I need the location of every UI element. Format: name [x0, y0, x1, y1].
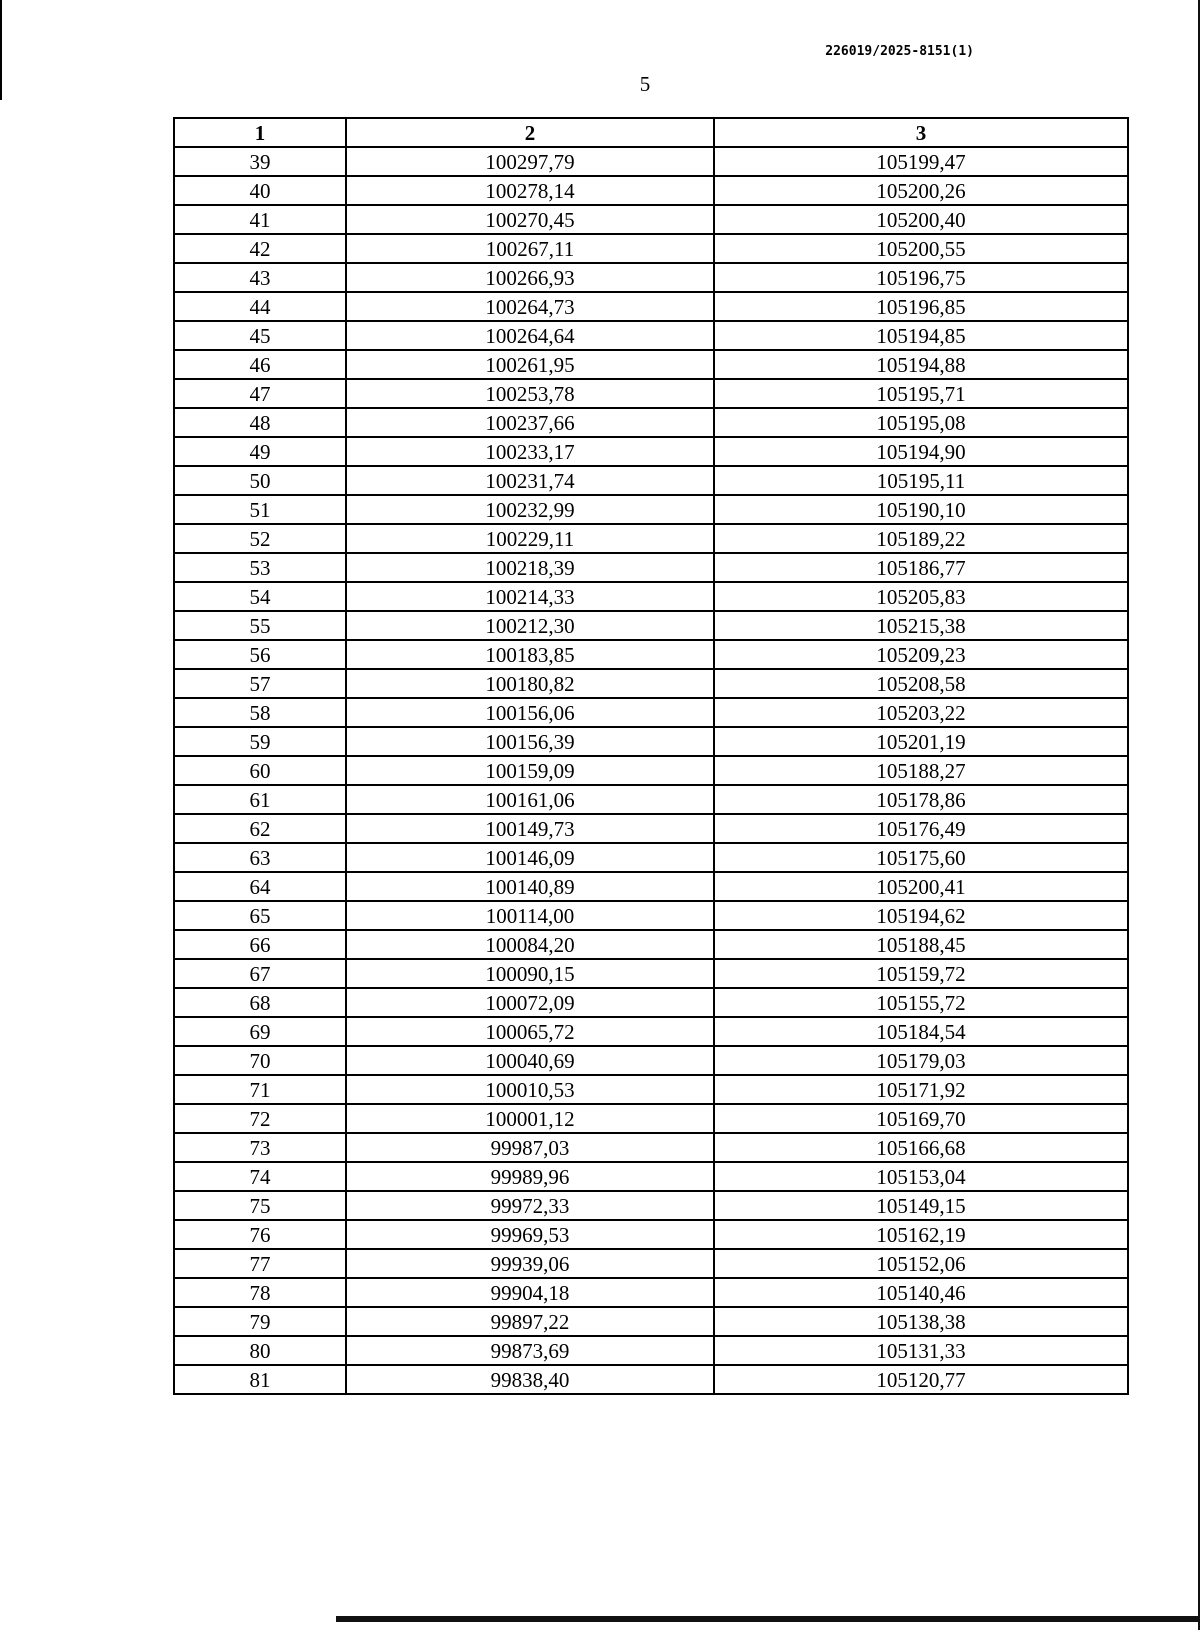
table-row	[174, 553, 1128, 582]
point-number-cell: 43	[174, 263, 346, 292]
x-coordinate-cell: 99897,22	[346, 1307, 714, 1336]
point-number-cell: 80	[174, 1336, 346, 1365]
x-coordinate-cell: 99838,40	[346, 1365, 714, 1394]
coordinates-table	[173, 117, 1129, 1395]
x-coordinate-cell: 100001,12	[346, 1104, 714, 1133]
table-row	[174, 582, 1128, 611]
point-number-cell: 66	[174, 930, 346, 959]
y-coordinate-cell: 105196,85	[714, 292, 1128, 321]
x-coordinate-cell: 100149,73	[346, 814, 714, 843]
x-coordinate-cell: 100183,85	[346, 640, 714, 669]
table-row	[174, 1307, 1128, 1336]
x-coordinate-cell: 100264,64	[346, 321, 714, 350]
y-coordinate-cell: 105171,92	[714, 1075, 1128, 1104]
point-number-cell: 39	[174, 147, 346, 176]
x-coordinate-cell: 99873,69	[346, 1336, 714, 1365]
point-number-cell: 59	[174, 727, 346, 756]
point-number-cell: 63	[174, 843, 346, 872]
point-number-cell: 46	[174, 350, 346, 379]
table-row	[174, 1046, 1128, 1075]
table-row	[174, 524, 1128, 553]
y-coordinate-cell: 105179,03	[714, 1046, 1128, 1075]
y-coordinate-cell: 105149,15	[714, 1191, 1128, 1220]
table-row	[174, 292, 1128, 321]
header-cell-point: 1	[174, 118, 346, 147]
point-number-cell: 47	[174, 379, 346, 408]
table-row	[174, 756, 1128, 785]
y-coordinate-cell: 105138,38	[714, 1307, 1128, 1336]
point-number-cell: 70	[174, 1046, 346, 1075]
y-coordinate-cell: 105175,60	[714, 843, 1128, 872]
point-number-cell: 72	[174, 1104, 346, 1133]
table-row	[174, 1104, 1128, 1133]
point-number-cell: 68	[174, 988, 346, 1017]
table-row	[174, 1249, 1128, 1278]
x-coordinate-cell: 100232,99	[346, 495, 714, 524]
table-row	[174, 437, 1128, 466]
x-coordinate-cell: 100253,78	[346, 379, 714, 408]
x-coordinate-cell: 100065,72	[346, 1017, 714, 1046]
point-number-cell: 42	[174, 234, 346, 263]
table-row	[174, 350, 1128, 379]
point-number-cell: 75	[174, 1191, 346, 1220]
y-coordinate-cell: 105140,46	[714, 1278, 1128, 1307]
table-row	[174, 785, 1128, 814]
y-coordinate-cell: 105159,72	[714, 959, 1128, 988]
table-row	[174, 901, 1128, 930]
y-coordinate-cell: 105208,58	[714, 669, 1128, 698]
point-number-cell: 49	[174, 437, 346, 466]
y-coordinate-cell: 105169,70	[714, 1104, 1128, 1133]
table-row	[174, 1278, 1128, 1307]
x-coordinate-cell: 99969,53	[346, 1220, 714, 1249]
point-number-cell: 60	[174, 756, 346, 785]
point-number-cell: 81	[174, 1365, 346, 1394]
point-number-cell: 57	[174, 669, 346, 698]
x-coordinate-cell: 100114,00	[346, 901, 714, 930]
point-number-cell: 51	[174, 495, 346, 524]
y-coordinate-cell: 105200,55	[714, 234, 1128, 263]
table-body	[174, 147, 1128, 1394]
y-coordinate-cell: 105200,41	[714, 872, 1128, 901]
point-number-cell: 61	[174, 785, 346, 814]
point-number-cell: 76	[174, 1220, 346, 1249]
y-coordinate-cell: 105184,54	[714, 1017, 1128, 1046]
x-coordinate-cell: 99989,96	[346, 1162, 714, 1191]
table-row	[174, 1162, 1128, 1191]
y-coordinate-cell: 105194,90	[714, 437, 1128, 466]
table-row	[174, 495, 1128, 524]
y-coordinate-cell: 105188,45	[714, 930, 1128, 959]
table-row	[174, 321, 1128, 350]
x-coordinate-cell: 100084,20	[346, 930, 714, 959]
y-coordinate-cell: 105120,77	[714, 1365, 1128, 1394]
table-row	[174, 1075, 1128, 1104]
y-coordinate-cell: 105131,33	[714, 1336, 1128, 1365]
point-number-cell: 65	[174, 901, 346, 930]
y-coordinate-cell: 105152,06	[714, 1249, 1128, 1278]
table-row	[174, 176, 1128, 205]
x-coordinate-cell: 100231,74	[346, 466, 714, 495]
y-coordinate-cell: 105195,71	[714, 379, 1128, 408]
x-coordinate-cell: 100072,09	[346, 988, 714, 1017]
x-coordinate-cell: 100212,30	[346, 611, 714, 640]
point-number-cell: 56	[174, 640, 346, 669]
y-coordinate-cell: 105178,86	[714, 785, 1128, 814]
y-coordinate-cell: 105205,83	[714, 582, 1128, 611]
y-coordinate-cell: 105199,47	[714, 147, 1128, 176]
point-number-cell: 52	[174, 524, 346, 553]
point-number-cell: 58	[174, 698, 346, 727]
x-coordinate-cell: 100229,11	[346, 524, 714, 553]
x-coordinate-cell: 100156,39	[346, 727, 714, 756]
table-row	[174, 234, 1128, 263]
y-coordinate-cell: 105209,23	[714, 640, 1128, 669]
page-number: 5	[639, 72, 651, 96]
point-number-cell: 64	[174, 872, 346, 901]
point-number-cell: 54	[174, 582, 346, 611]
x-coordinate-cell: 100266,93	[346, 263, 714, 292]
scan-bottom-bar	[336, 1616, 1200, 1622]
point-number-cell: 40	[174, 176, 346, 205]
x-coordinate-cell: 100090,15	[346, 959, 714, 988]
table-row	[174, 408, 1128, 437]
y-coordinate-cell: 105203,22	[714, 698, 1128, 727]
table-header-row	[174, 118, 1128, 147]
point-number-cell: 69	[174, 1017, 346, 1046]
x-coordinate-cell: 100237,66	[346, 408, 714, 437]
table-row	[174, 263, 1128, 292]
x-coordinate-cell: 100161,06	[346, 785, 714, 814]
x-coordinate-cell: 99987,03	[346, 1133, 714, 1162]
point-number-cell: 50	[174, 466, 346, 495]
y-coordinate-cell: 105189,22	[714, 524, 1128, 553]
x-coordinate-cell: 99904,18	[346, 1278, 714, 1307]
table-row	[174, 843, 1128, 872]
y-coordinate-cell: 105196,75	[714, 263, 1128, 292]
x-coordinate-cell: 99939,06	[346, 1249, 714, 1278]
point-number-cell: 53	[174, 553, 346, 582]
point-number-cell: 55	[174, 611, 346, 640]
table-row	[174, 205, 1128, 234]
table-row	[174, 147, 1128, 176]
y-coordinate-cell: 105200,26	[714, 176, 1128, 205]
x-coordinate-cell: 100159,09	[346, 756, 714, 785]
y-coordinate-cell: 105166,68	[714, 1133, 1128, 1162]
table-row	[174, 669, 1128, 698]
x-coordinate-cell: 100278,14	[346, 176, 714, 205]
point-number-cell: 48	[174, 408, 346, 437]
point-number-cell: 77	[174, 1249, 346, 1278]
table-row	[174, 1191, 1128, 1220]
table-row	[174, 872, 1128, 901]
point-number-cell: 73	[174, 1133, 346, 1162]
x-coordinate-cell: 100140,89	[346, 872, 714, 901]
table-row	[174, 466, 1128, 495]
point-number-cell: 67	[174, 959, 346, 988]
x-coordinate-cell: 100297,79	[346, 147, 714, 176]
x-coordinate-cell: 100040,69	[346, 1046, 714, 1075]
table-row	[174, 1365, 1128, 1394]
point-number-cell: 41	[174, 205, 346, 234]
table-row	[174, 727, 1128, 756]
x-coordinate-cell: 100146,09	[346, 843, 714, 872]
x-coordinate-cell: 100010,53	[346, 1075, 714, 1104]
table-row	[174, 814, 1128, 843]
table-row	[174, 379, 1128, 408]
point-number-cell: 45	[174, 321, 346, 350]
table-row	[174, 959, 1128, 988]
y-coordinate-cell: 105194,85	[714, 321, 1128, 350]
x-coordinate-cell: 100261,95	[346, 350, 714, 379]
table-row	[174, 930, 1128, 959]
table-row	[174, 640, 1128, 669]
y-coordinate-cell: 105195,11	[714, 466, 1128, 495]
y-coordinate-cell: 105153,04	[714, 1162, 1128, 1191]
y-coordinate-cell: 105162,19	[714, 1220, 1128, 1249]
y-coordinate-cell: 105200,40	[714, 205, 1128, 234]
x-coordinate-cell: 100156,06	[346, 698, 714, 727]
x-coordinate-cell: 100218,39	[346, 553, 714, 582]
table-row	[174, 988, 1128, 1017]
table-row	[174, 1133, 1128, 1162]
table-row	[174, 611, 1128, 640]
x-coordinate-cell: 100214,33	[346, 582, 714, 611]
y-coordinate-cell: 105194,62	[714, 901, 1128, 930]
header-cell-y: 3	[714, 118, 1128, 147]
x-coordinate-cell: 100267,11	[346, 234, 714, 263]
y-coordinate-cell: 105215,38	[714, 611, 1128, 640]
x-coordinate-cell: 100233,17	[346, 437, 714, 466]
y-coordinate-cell: 105176,49	[714, 814, 1128, 843]
x-coordinate-cell: 100180,82	[346, 669, 714, 698]
table-row	[174, 698, 1128, 727]
y-coordinate-cell: 105155,72	[714, 988, 1128, 1017]
header-cell-x: 2	[346, 118, 714, 147]
y-coordinate-cell: 105186,77	[714, 553, 1128, 582]
point-number-cell: 62	[174, 814, 346, 843]
point-number-cell: 71	[174, 1075, 346, 1104]
point-number-cell: 78	[174, 1278, 346, 1307]
point-number-cell: 79	[174, 1307, 346, 1336]
x-coordinate-cell: 99972,33	[346, 1191, 714, 1220]
x-coordinate-cell: 100264,73	[346, 292, 714, 321]
table-row	[174, 1220, 1128, 1249]
y-coordinate-cell: 105190,10	[714, 495, 1128, 524]
table-row	[174, 1336, 1128, 1365]
table-row	[174, 1017, 1128, 1046]
y-coordinate-cell: 105194,88	[714, 350, 1128, 379]
point-number-cell: 74	[174, 1162, 346, 1191]
y-coordinate-cell: 105195,08	[714, 408, 1128, 437]
y-coordinate-cell: 105201,19	[714, 727, 1128, 756]
x-coordinate-cell: 100270,45	[346, 205, 714, 234]
point-number-cell: 44	[174, 292, 346, 321]
y-coordinate-cell: 105188,27	[714, 756, 1128, 785]
document-code: 226019/2025-8151(1)	[825, 44, 974, 59]
